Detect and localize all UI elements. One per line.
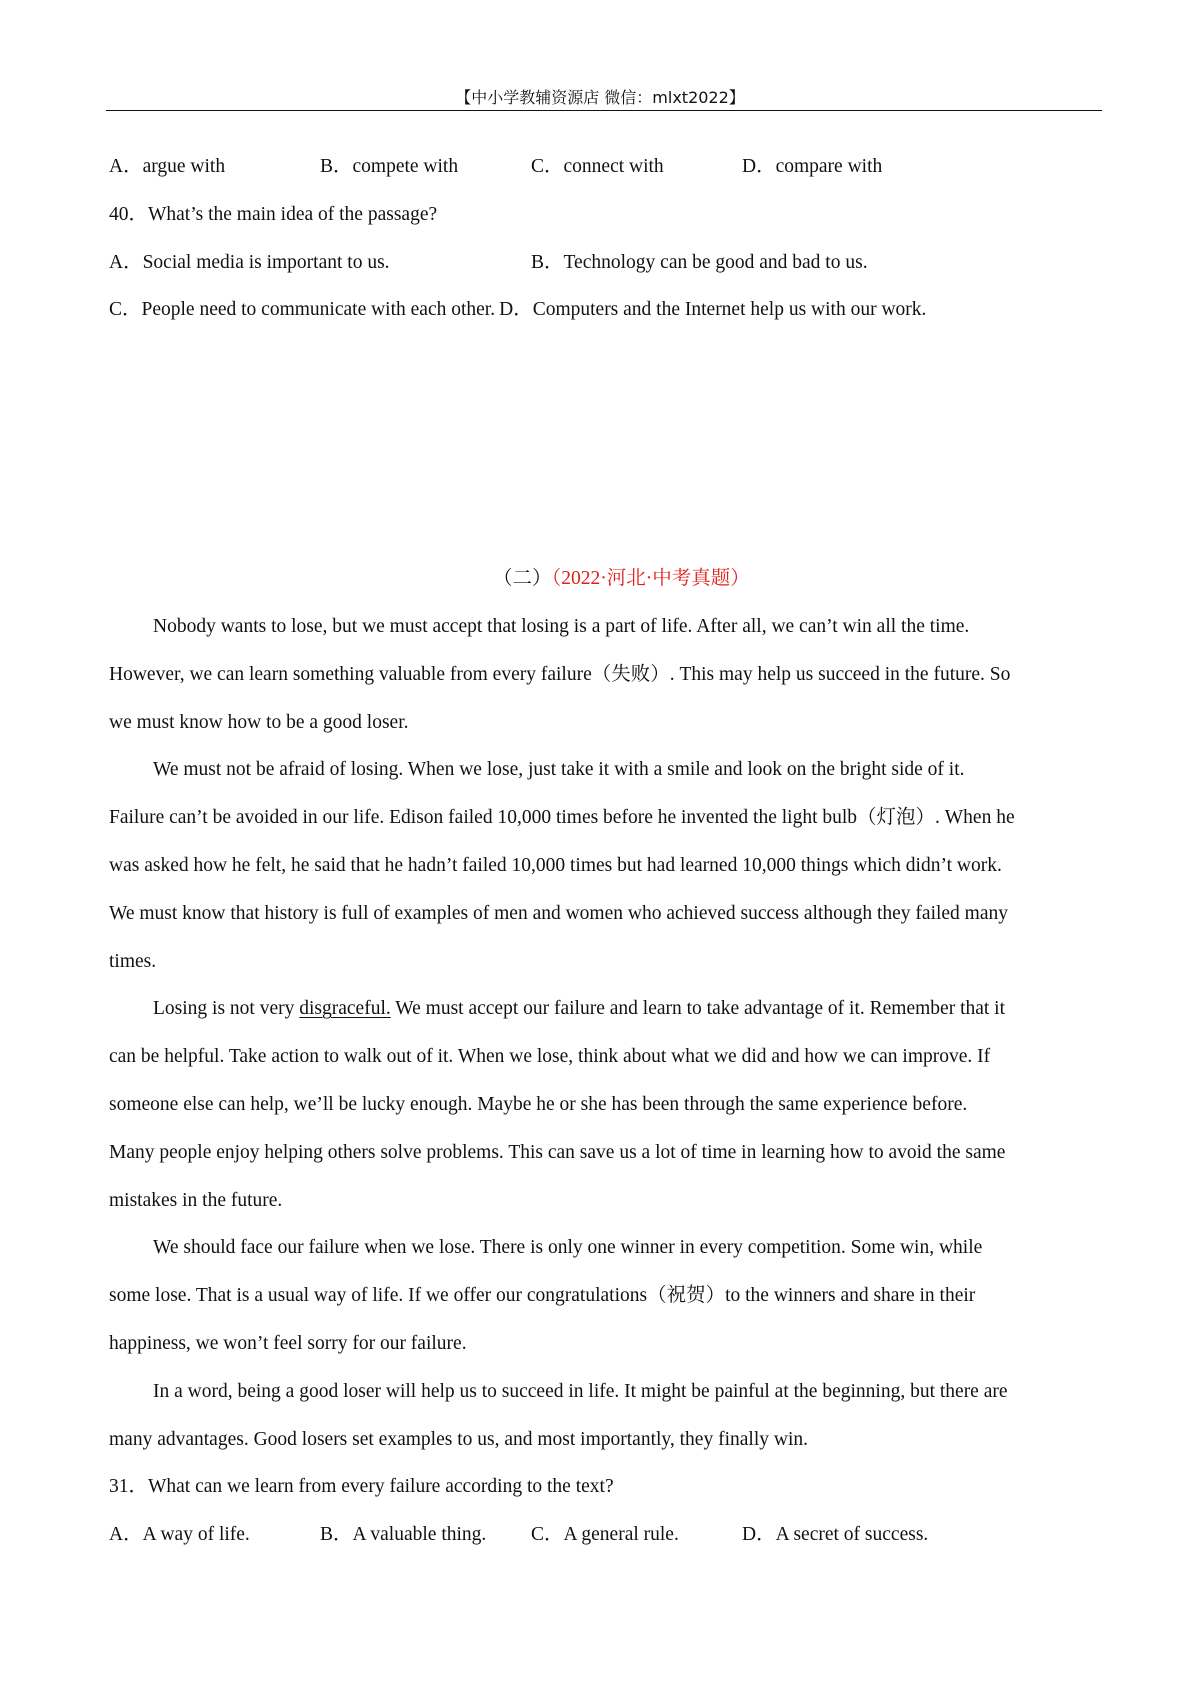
- q40-options-row-2: [109, 286, 1189, 334]
- q39-option-b[interactable]: B．compete with: [320, 156, 459, 177]
- passage-line: times.: [109, 950, 157, 972]
- passage-text: Losing is not very: [153, 998, 300, 1020]
- q39-option-c[interactable]: C．connect with: [531, 156, 664, 177]
- passage-line: In a word, being a good loser will help us to succeed in life. It might be painful at the beginning, but there are: [153, 1380, 1008, 1402]
- header-rule: [106, 110, 1102, 111]
- q40-option-b[interactable]: B．Technology can be good and bad to us.: [531, 251, 868, 273]
- section-number: （二）: [493, 568, 552, 589]
- reading-passage: [109, 603, 1189, 1559]
- q31-option-d[interactable]: D．A secret of success.: [742, 1524, 929, 1546]
- passage-line: [109, 985, 1189, 1033]
- passage-line: can be helpful. Take action to walk out of it. When we lose, think about what we did and how we can improve. If: [109, 1046, 991, 1068]
- q31-option-c[interactable]: C．A general rule.: [531, 1524, 679, 1546]
- q31-options-row: [109, 1511, 1189, 1559]
- q40-stem: 40．What’s the main idea of the passage?: [109, 203, 438, 225]
- passage-line: We must know that history is full of examples of men and women who achieved success although they failed many: [109, 902, 1009, 924]
- q31-option-b[interactable]: B．A valuable thing.: [320, 1524, 487, 1546]
- passage-line: We must not be afraid of losing. When we lose, just take it with a smile and look on the bright side of it.: [153, 759, 965, 781]
- q31-stem: 31．What can we learn from every failure according to the text?: [109, 1476, 614, 1498]
- passage-line: mistakes in the future.: [109, 1189, 283, 1211]
- passage-line: someone else can help, we’ll be lucky enough. Maybe he or she has been through the same experience before.: [109, 1093, 968, 1115]
- passage-line: Many people enjoy helping others solve problems. This can save us a lot of time in learning how to avoid the same: [109, 1141, 1006, 1163]
- passage-line: many advantages. Good losers set examples to us, and most importantly, they finally win.: [109, 1428, 808, 1450]
- q39-option-d[interactable]: D．compare with: [742, 156, 883, 177]
- passage-line: happiness, we won’t feel sorry for our failure.: [109, 1332, 467, 1354]
- passage-line: some lose. That is a usual way of life. If we offer our congratulations（祝贺）to the winners and share in their: [109, 1285, 976, 1307]
- section-title: [493, 567, 750, 591]
- passage-line: We should face our failure when we lose. There is only one winner in every competition. Some win, while: [153, 1237, 983, 1259]
- q40-options-row-1: [109, 239, 1189, 287]
- q40-option-c[interactable]: C．People need to communicate with each other.: [109, 299, 496, 321]
- q40-option-a[interactable]: A．Social media is important to us.: [109, 251, 390, 273]
- page-header: 【中小学教辅资源店 微信：mlxt2022】: [455, 88, 745, 107]
- q39-options-row: [109, 143, 1189, 191]
- q39-option-a[interactable]: A．argue with: [109, 156, 226, 177]
- passage-line: However, we can learn something valuable from every failure（失败）. This may help us succeed in the future. So: [109, 663, 1011, 685]
- underlined-word: disgraceful.: [299, 998, 391, 1020]
- upper-questions: [109, 143, 1189, 334]
- passage-line: we must know how to be a good loser.: [109, 711, 409, 733]
- passage-line: Failure can’t be avoided in our life. Edison failed 10,000 times before he invented the light bulb（灯泡）. When he: [109, 807, 1015, 829]
- section-source: （2022·河北·中考真题）: [551, 568, 750, 589]
- passage-line: was asked how he felt, he said that he hadn’t failed 10,000 times but had learned 10,000 things which didn’t work.: [109, 854, 1002, 876]
- passage-text: We must accept our failure and learn to take advantage of it. Remember that it: [390, 998, 1006, 1020]
- q40-option-d[interactable]: D．Computers and the Internet help us with our work.: [499, 299, 927, 321]
- q31-option-a[interactable]: A．A way of life.: [109, 1524, 250, 1546]
- passage-line: Nobody wants to lose, but we must accept that losing is a part of life. After all, we can’t win all the time.: [153, 616, 970, 637]
